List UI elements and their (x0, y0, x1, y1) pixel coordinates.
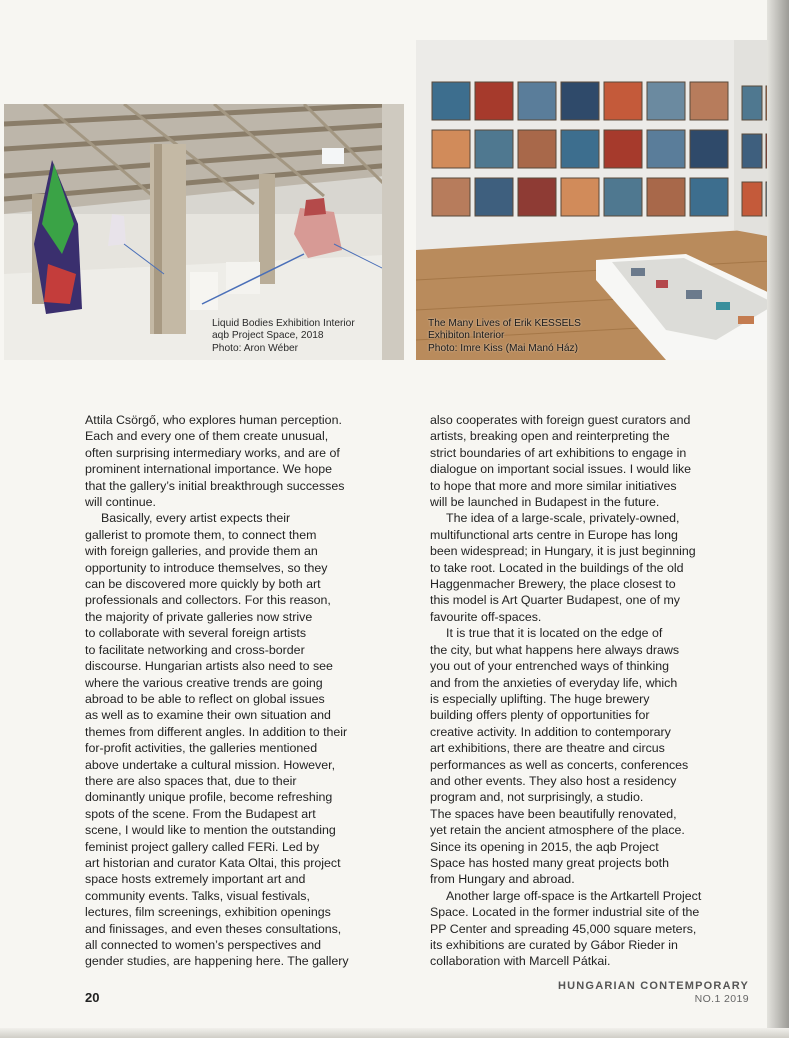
text-line: as well as to examine their own situation and (85, 708, 331, 723)
text-line: building offers plenty of opportunities for (430, 708, 650, 723)
text-line: PP Center and spreading 45,000 square meters, (430, 921, 697, 936)
text-line: Another large off-space is the Artkartell Project (446, 888, 702, 903)
exhibited-photo (742, 182, 762, 216)
caption-line: Photo: Aron Wéber (212, 342, 299, 354)
paragraph (85, 510, 397, 969)
exhibited-photo (647, 130, 685, 168)
text-line: is especially uplifting. The huge brewery (430, 691, 650, 706)
text-line: gender studies, are happening here. The gallery (85, 954, 349, 969)
exhibited-photo (561, 178, 599, 216)
text-line: also cooperates with foreign guest curators and (430, 413, 691, 427)
caption-erik-kessels (428, 318, 581, 355)
paragraph (430, 510, 750, 625)
exhibited-photo (432, 178, 470, 216)
exhibited-photo (604, 178, 642, 216)
text-line: Each and every one of them create unusual, (85, 429, 329, 444)
exhibited-photo (742, 86, 762, 120)
paragraph (430, 625, 750, 888)
text-line: themes from different angles. In addition to their (85, 724, 348, 739)
text-line: and other events. They also host a residency (430, 773, 677, 788)
text-line: collaboration with Marcell Pátkai. (430, 954, 611, 969)
caption-line: Exhibiton Interior (428, 330, 505, 342)
text-line: and finissages, and even theses consultations, (85, 921, 342, 936)
exhibited-photo (647, 82, 685, 120)
exhibited-photo (604, 82, 642, 120)
text-line: with foreign galleries, and provide them an (85, 544, 318, 559)
erik-kessels-image (416, 40, 789, 360)
text-line: often surprising intermediary works, and are of (85, 445, 340, 460)
text-line: spots of the scene. From the Budapest art (85, 806, 316, 821)
text-line: Space has hosted many great projects both (430, 855, 670, 870)
page-bottom-shadow (0, 1028, 789, 1038)
exhibited-photo (518, 82, 556, 120)
text-line: can be discovered more quickly by both art (85, 577, 321, 592)
text-line: its exhibitions are curated by Gábor Rieder in (430, 938, 678, 952)
exhibited-photo (561, 130, 599, 168)
exhibited-photo (475, 82, 513, 120)
text-line: Attila Csörgő, who explores human perception. (85, 413, 342, 427)
caption-line: Liquid Bodies Exhibition Interior (212, 318, 355, 329)
text-line: and from the anxieties of everyday life, which (430, 675, 678, 690)
exhibited-photo (518, 178, 556, 216)
text-line: Basically, every artist expects their (101, 511, 291, 526)
exhibited-photo (432, 82, 470, 120)
text-line: creative activity. In addition to contemporary (430, 724, 671, 739)
text-line: you out of your entrenched ways of thinking (430, 659, 670, 674)
text-line: to take root. Located in the buildings of the old (430, 560, 684, 575)
text-line: Haggenmacher Brewery, the place closest to (430, 577, 676, 592)
caption-line: The Many Lives of Erik KESSELS (428, 318, 581, 329)
text-line: art historian and curator Kata Oltai, this project (85, 855, 341, 870)
magazine-issue: NO.1 2019 (694, 993, 749, 1005)
caption-liquid-bodies (212, 318, 355, 355)
text-line: artists, breaking open and reinterpreting the (430, 429, 670, 444)
text-line: Space. Located in the former industrial site of the (430, 905, 700, 920)
exhibited-photo (690, 178, 728, 216)
exhibited-photo (518, 130, 556, 168)
text-line: strict boundaries of art exhibitions to engage in (430, 445, 687, 460)
text-line: multifunctional arts centre in Europe has long (430, 527, 678, 542)
text-line: will continue. (85, 495, 156, 510)
exhibited-photo (561, 82, 599, 120)
text-line: dialogue on important social issues. I would like (430, 462, 692, 477)
text-line: The idea of a large-scale, privately-owned, (446, 511, 680, 526)
text-line: favourite off-spaces. (430, 609, 542, 624)
exhibited-photo (690, 130, 728, 168)
text-column-left (85, 412, 397, 970)
magazine-title: HUNGARIAN CONTEMPORARY (558, 980, 749, 992)
text-line: Since its opening in 2015, the aqb Project (430, 839, 659, 854)
text-line: to facilitate networking and cross-border (85, 642, 305, 657)
text-line: gallerist to promote them, to connect them (85, 527, 317, 542)
text-line: professionals and collectors. For this reason, (85, 593, 331, 608)
text-line: abroad to be able to reflect on global issues (85, 691, 325, 706)
exhibited-photo (742, 134, 762, 168)
text-line: yet retain the ancient atmosphere of the place. (430, 823, 685, 838)
page-binding-shadow (767, 0, 789, 1038)
text-line: the majority of private galleries now strive (85, 609, 313, 624)
text-line: performances as well as concerts, conferences (430, 757, 689, 772)
text-line: that the gallery’s initial breakthrough successes (85, 478, 345, 493)
text-line: to collaborate with several foreign artists (85, 626, 307, 641)
text-line: where the various creative trends are going (85, 675, 323, 690)
exhibited-photo (647, 178, 685, 216)
exhibited-photo (475, 178, 513, 216)
text-column-right (430, 412, 750, 970)
text-line: program and, not surprisingly, a studio. (430, 790, 644, 805)
text-line: to hope that more and more similar initiatives (430, 478, 677, 493)
exhibited-photo (604, 130, 642, 168)
exhibited-photo (432, 130, 470, 168)
photo-erik-kessels (416, 40, 789, 360)
text-line: there are also spaces that, due to their (85, 773, 297, 788)
text-line: It is true that it is located on the edge of (446, 626, 663, 641)
exhibited-photo (690, 82, 728, 120)
text-line: the city, but what happens here always draws (430, 642, 680, 657)
text-line: lectures, film screenings, exhibition openings (85, 905, 331, 920)
page-number: 20 (85, 990, 100, 1005)
text-line: space hosts extremely important art and (85, 872, 306, 887)
text-line: The spaces have been beautifully renovated, (430, 806, 677, 821)
text-line: will be launched in Budapest in the future. (430, 495, 660, 510)
paragraph (85, 412, 397, 510)
text-line: for-profit activities, the galleries mentioned (85, 741, 318, 756)
text-line: all connected to women’s perspectives and (85, 938, 322, 952)
text-line: feminist project gallery called FERi. Led by (85, 839, 320, 854)
text-line: opportunity to introduce themselves, so they (85, 560, 328, 575)
caption-line: Photo: Imre Kiss (Mai Manó Ház) (428, 342, 579, 354)
text-line: scene, I would like to mention the outstanding (85, 823, 336, 838)
caption-line: aqb Project Space, 2018 (212, 330, 324, 342)
text-line: above undertake a cultural mission. However, (85, 757, 336, 772)
text-line: discourse. Hungarian artists also need to see (85, 659, 333, 674)
paragraph (430, 888, 750, 970)
text-line: dominantly unique profile, become refreshing (85, 790, 333, 805)
text-line: from Hungary and abroad. (430, 872, 575, 887)
exhibited-photo (475, 130, 513, 168)
text-line: art exhibitions, there are theatre and circus (430, 741, 665, 756)
text-line: prominent international importance. We hope (85, 462, 333, 477)
paragraph (430, 412, 750, 510)
text-line: community events. Talks, visual festivals, (85, 888, 310, 903)
text-line: this model is Art Quarter Budapest, one of my (430, 593, 680, 608)
text-line: been widespread; in Hungary, it is just beginning (430, 544, 696, 559)
